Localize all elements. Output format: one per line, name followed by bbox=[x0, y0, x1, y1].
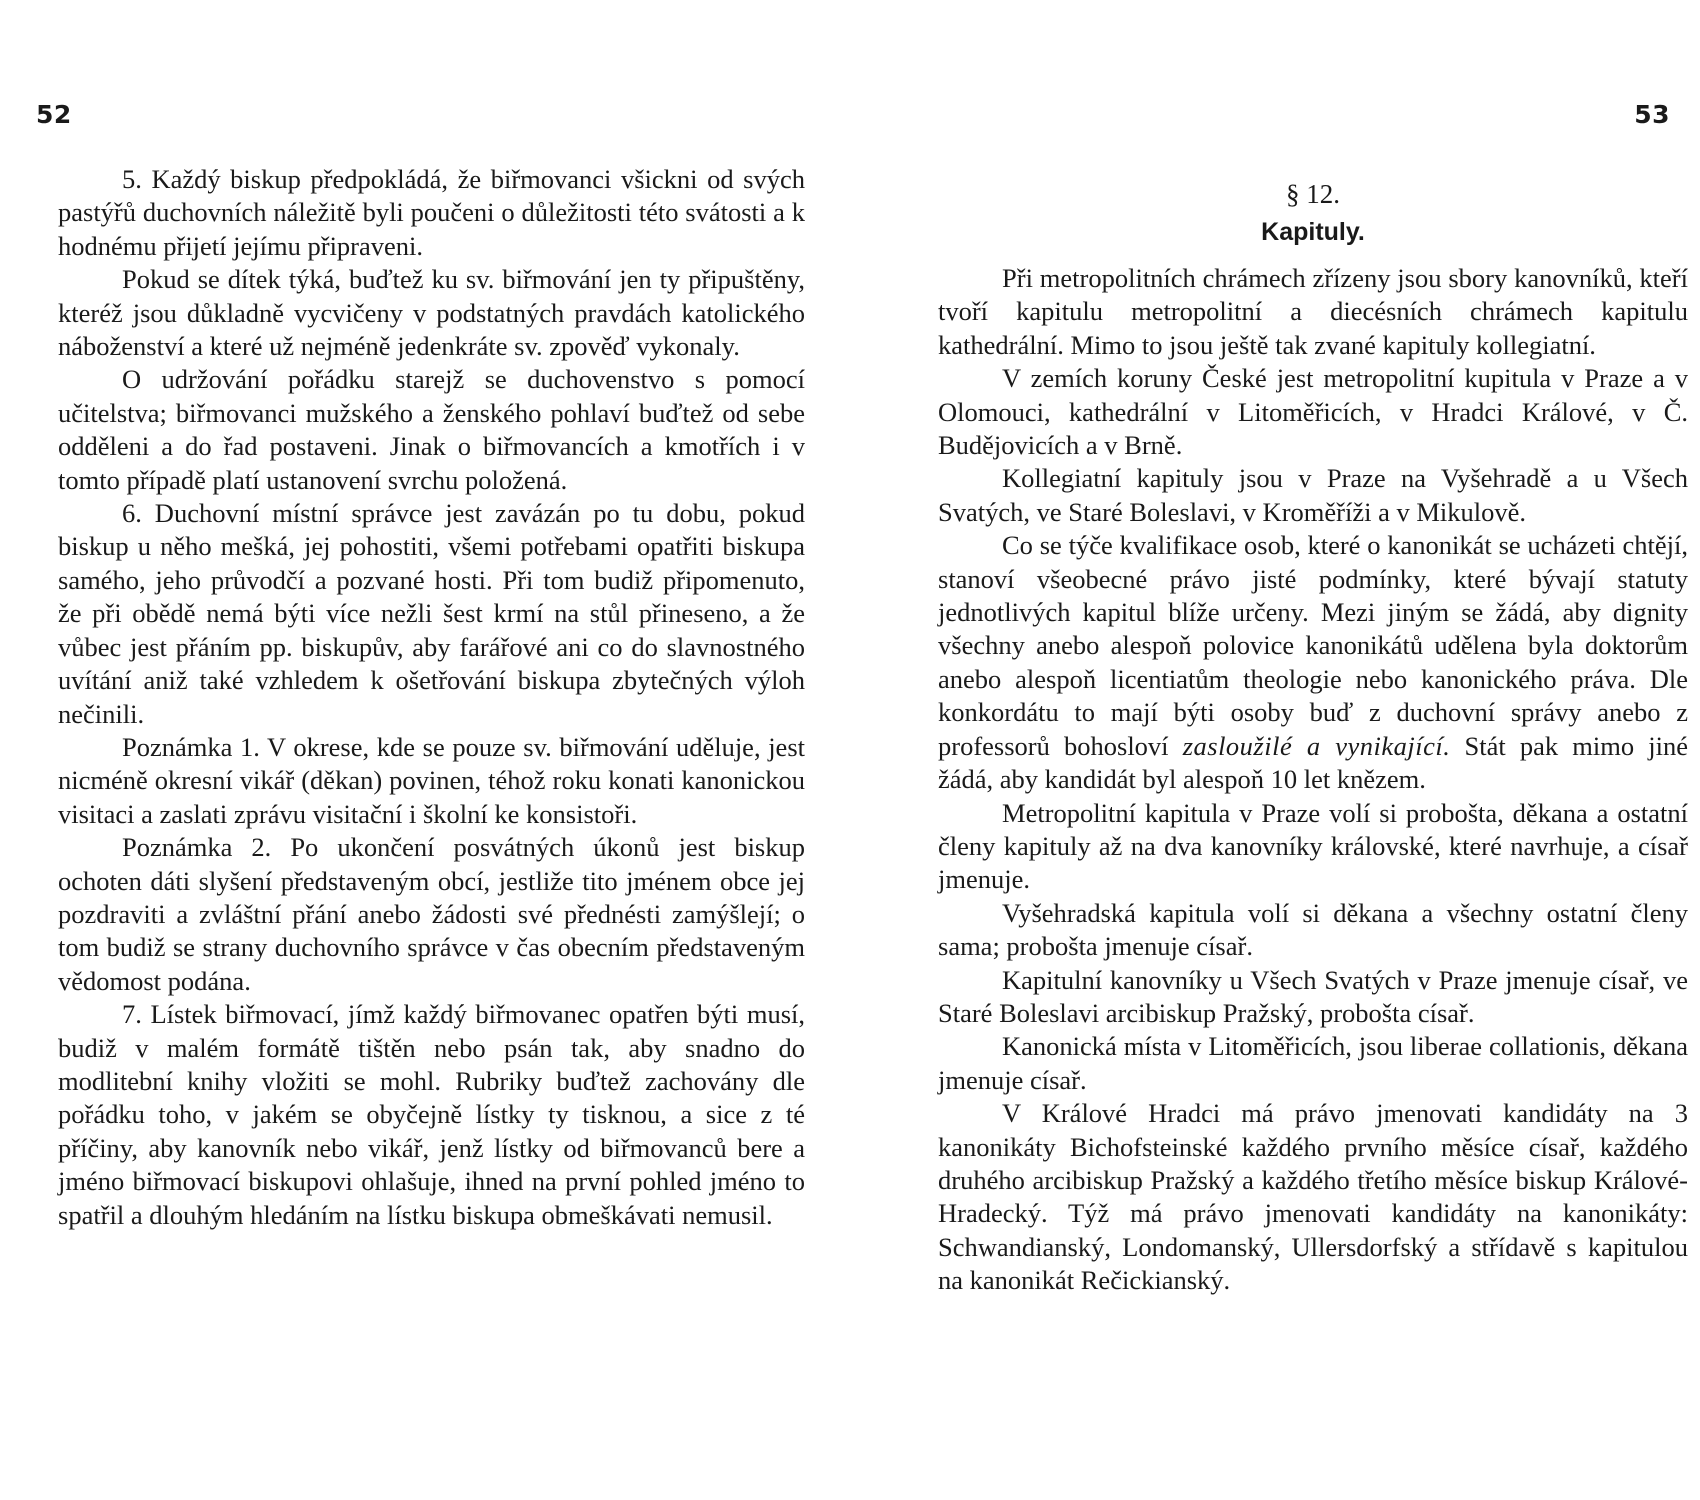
paragraph: Poznámka 2. Po ukončení posvátných úkonů jest biskup ochoten dáti slyšení představeným obcí, jestliže tito jménem obce jej pozdraviti a zvláštní přání anebo žádosti své přednésti zamýšlejí; o tom budiž se strany duchovního správce v čas obecním představeným vědomost podána. bbox=[58, 832, 805, 996]
paragraph: 5. Každý biskup předpokládá, že biřmovanci všickni od svých pastýřů duchovních náležitě byli poučeni o důležitosti této svátosti a k hodnému přijetí jejímu připraveni. bbox=[58, 164, 805, 261]
page-number-right: 53 bbox=[1634, 100, 1670, 129]
paragraph: 6. Duchovní místní správce jest zavázán po tu dobu, pokud biskup u něho mešká, jej pohostiti, všemi potřebami opatřiti biskupa samého, jeho průvodčí a pozvané hosti. Při tom budiž připomenuto, že při obědě nemá býti více nežli šest krmí na stůl přineseno, a že vůbec jest přáním pp. biskupův, aby farářové ani co do slavnostného uvítání aniž také vzhledem k ošetřování biskupa zbytečných výloh nečinili. bbox=[58, 498, 805, 729]
paragraph: V zemích koruny České jest metropolitní kupitula v Praze a v Olomouci, kathedrální v Litoměřicích, v Hradci Králové, v Č. Budějovicích a v Brně. bbox=[938, 363, 1688, 461]
paragraph-text: Co se týče kvalifikace osob, které o kanonikát se ucházeti chtějí, stanoví všeobecné právo jisté podmínky, které bývají statuty jednotlivých kapitul blíže určeny. Mezi jiným se žádá, aby dignity všechny anebo alespoň polovice kanonikátů udělena byla doktorům anebo alespoň licentiatům theologie nebo kanonického práva. Dle konkordátu to mají býti osoby buď z duchovní správy anebo z professorů bohosloví bbox=[938, 530, 1688, 761]
paragraph-with-emphasis bbox=[938, 529, 1688, 796]
right-page bbox=[850, 0, 1700, 1500]
paragraph: 7. Lístek biřmovací, jímž každý biřmovanec opatřen býti musí, budiž v malém formátě tištěn nebo psán tak, aby snadno do modlitební knihy vložiti se mohl. Rubriky buďtež zachovány dle pořádku toho, v jakém se obyčejně lístky ty tisknou, a sice z té příčiny, aby kanovník nebo vikář, jenž lístky od biřmovanců bere a jméno biřmovací biskupovi ohlašuje, ihned na první pohled jméno to spatřil a dlouhým hledáním na lístku biskupa obmeškávati nemusil. bbox=[58, 999, 805, 1230]
paragraph: Kollegiatní kapituly jsou v Praze na Vyšehradě a u Všech Svatých, ve Staré Boleslavi, v Kroměříži a v Mikulově. bbox=[938, 463, 1688, 527]
paragraph: Metropolitní kapitula v Praze volí si probošta, děkana a ostatní členy kapituly až na dva kanovníky královské, které navrhuje, a císař jmenuje. bbox=[938, 797, 1688, 895]
paragraph: Kapitulní kanovníky u Všech Svatých v Praze jmenuje císař, ve Staré Boleslavi arcibiskup Pražský, probošta císař. bbox=[938, 964, 1688, 1028]
section-mark: § 12. bbox=[1286, 179, 1340, 209]
page-number-left: 52 bbox=[36, 100, 72, 129]
paragraph: Vyšehradská kapitula volí si děkana a všechny ostatní členy sama; probošta jmenuje císař. bbox=[938, 897, 1688, 962]
left-page-text bbox=[58, 163, 805, 1232]
paragraph: Kanonická místa v Litoměřicích, jsou liberae collationis, děkana jmenuje císař. bbox=[938, 1031, 1688, 1095]
right-page-text bbox=[938, 262, 1688, 1298]
paragraph: Při metropolitních chrámech zřízeny jsou sbory kanovníků, kteří tvoří kapitulu metropolitní a diecésních chrámech kapitulu kathedrální. Mimo to jsou ještě tak zvané kapituly kollegiatní. bbox=[938, 263, 1688, 360]
paragraph-tail: Stát pak mimo jiné žádá, aby kandidát byl alespoň 10 let knězem. bbox=[938, 730, 1689, 795]
emphasis-text: zasloužilé a vynikající. bbox=[1182, 730, 1451, 761]
paragraph: O udržování pořádku starejž se duchovenstvo s pomocí učitelstva; biřmovanci mužského a ženského pohlaví buďtež od sebe odděleni a do řad postaveni. Jinak o biřmovancích a kmotřích i v tomto případě platí ustanovení svrchu položená. bbox=[58, 364, 805, 495]
paragraph: V Králové Hradci má právo jmenovati kandidáty na 3 kanonikáty Bichofsteinské každého prvního měsíce císař, každého druhého arcibiskup Pražský a každého třetího měsíce biskup Králové-Hradecký. Týž má právo jmenovati kandidáty na kanonikáty: Schwandianský, Londomanský, Ullersdorfský a střídavě s kapitulou na kanonikát Rečickianský. bbox=[938, 1098, 1688, 1296]
paragraph: Poznámka 1. V okrese, kde se pouze sv. biřmování uděluje, jest nicméně okresní vikář (děkan) povinen, téhož roku konati kanonickou visitaci a zaslati zprávu visitační i školní ke konsistoři. bbox=[58, 731, 805, 829]
section-title: Kapituly. bbox=[1261, 218, 1365, 246]
paragraph: Pokud se dítek týká, buďtež ku sv. biřmování jen ty připuštěny, kteréž jsou důkladně vycvičeny v podstatných pravdách katolického náboženství a které už nejméně jedenkráte sv. zpověď vykonaly. bbox=[58, 264, 805, 362]
